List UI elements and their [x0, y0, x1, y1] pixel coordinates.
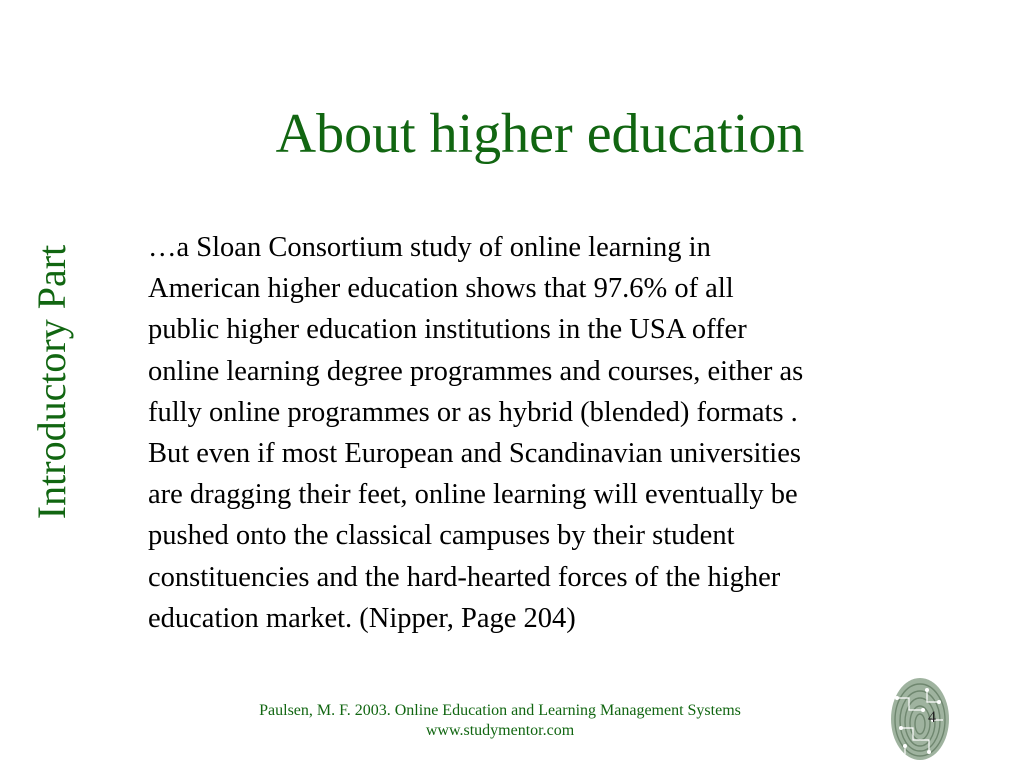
quote-line: But even if most European and Scandinavian universities: [148, 438, 801, 470]
page-number: 4: [928, 709, 936, 726]
quote-line: online learning degree programmes and courses, either as: [148, 355, 804, 387]
quote-line: pushed onto the classical campuses by their student: [148, 520, 735, 552]
slide-title: About higher education: [275, 103, 805, 165]
footer-url: www.studymentor.com: [425, 722, 575, 739]
quote-line: fully online programmes or as hybrid (blended) formats .: [148, 396, 798, 428]
quote-line: …a Sloan Consortium study of online learning in: [148, 232, 711, 263]
quote-line: are dragging their feet, online learning will eventually be: [148, 479, 798, 511]
quote-line: American higher education shows that 97.6% of all: [148, 273, 734, 305]
quote-line: education market. (Nipper, Page 204): [148, 602, 576, 634]
footer-citation: Paulsen, M. F. 2003. Online Education and Learning Management Systems: [259, 702, 741, 719]
quote-line: public higher education institutions in the USA offer: [148, 314, 747, 346]
quote-body: [148, 227, 948, 639]
footer: [0, 701, 1000, 741]
side-section-label: Introductory Part: [29, 244, 74, 520]
quote-line: constituencies and the hard-hearted forces of the higher: [148, 561, 781, 593]
